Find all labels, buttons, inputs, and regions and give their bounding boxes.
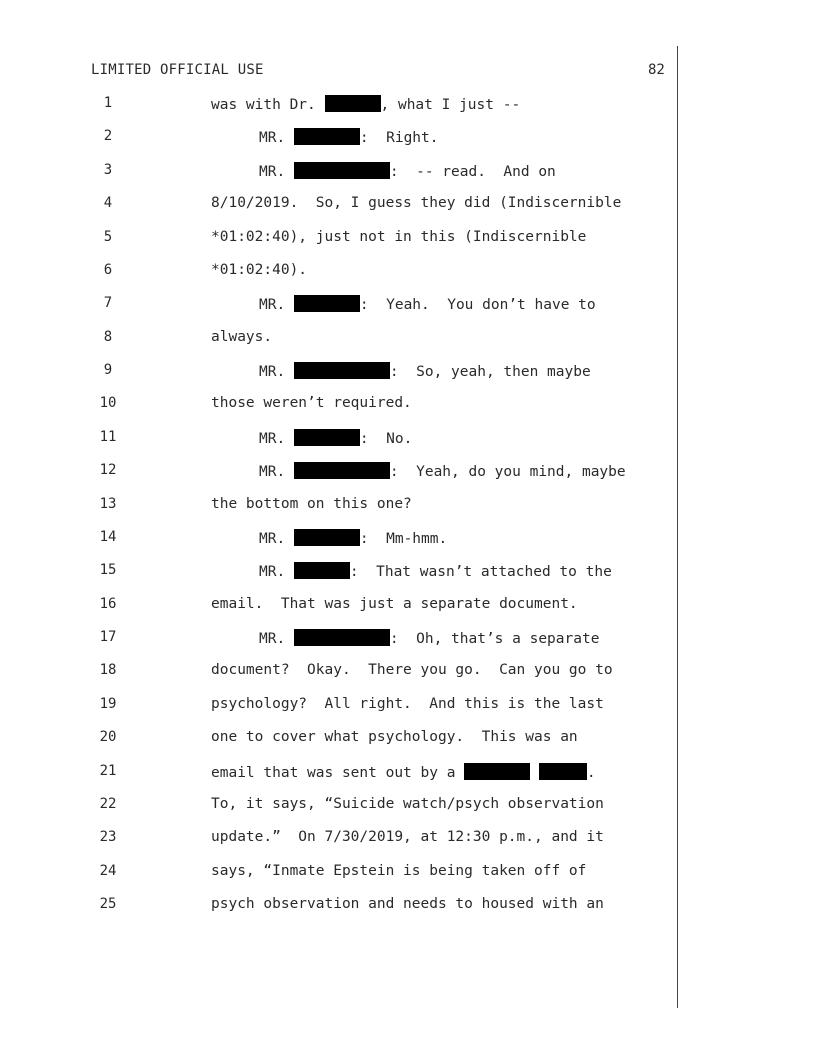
transcript-line	[0, 725, 816, 758]
text-run: : Right.	[359, 130, 439, 147]
line-number: 6	[103, 261, 113, 278]
line-number: 19	[99, 695, 117, 712]
text-run: one to cover what psychology. This was an	[211, 729, 578, 746]
line-number: 20	[99, 729, 117, 746]
transcript-line	[0, 191, 816, 224]
line-text	[259, 162, 556, 180]
text-run: email. That was just a separate document.	[211, 595, 578, 612]
text-run: : So, yeah, then maybe	[389, 364, 591, 380]
redaction-box	[294, 629, 390, 646]
line-number: 3	[103, 161, 113, 178]
line-text	[259, 529, 447, 547]
transcript-lines	[0, 91, 816, 925]
transcript-line	[0, 525, 816, 558]
line-number: 18	[99, 662, 117, 679]
transcript-line	[0, 91, 816, 124]
transcript-line	[0, 658, 816, 691]
text-run: MR.	[259, 631, 294, 647]
text-run: MR.	[259, 364, 294, 380]
line-text	[259, 629, 599, 647]
transcript-line	[0, 859, 816, 892]
transcript-line	[0, 425, 816, 458]
transcript-line	[0, 625, 816, 658]
line-text	[211, 496, 412, 512]
text-run: says, “Inmate Epstein is being taken off of	[211, 862, 587, 879]
text-run: always.	[211, 328, 273, 345]
text-run: .	[586, 764, 596, 781]
line-number: 21	[99, 762, 117, 779]
line-text	[211, 729, 578, 745]
text-run: , what I just --	[380, 97, 521, 113]
text-run: MR.	[259, 430, 294, 447]
line-number: 10	[99, 395, 117, 412]
text-run: was with Dr.	[211, 97, 325, 113]
line-text	[211, 696, 604, 712]
text-run: those weren’t required.	[211, 395, 412, 412]
redaction-box	[294, 529, 360, 546]
redaction-box	[294, 162, 390, 179]
text-run: MR.	[259, 130, 294, 147]
line-text	[211, 863, 586, 879]
line-number: 15	[99, 562, 117, 579]
redaction-box	[464, 763, 530, 780]
line-text	[259, 562, 612, 580]
transcript-line	[0, 325, 816, 358]
line-text	[211, 662, 613, 678]
line-number: 9	[103, 362, 113, 378]
text-run: MR.	[259, 297, 294, 314]
line-number: 12	[99, 462, 117, 479]
line-number: 24	[99, 862, 117, 879]
text-run: *01:02:40), just not in this (Indiscernible	[211, 228, 587, 245]
line-text	[211, 95, 520, 113]
redaction-box	[294, 562, 350, 579]
line-text	[211, 596, 578, 612]
transcript-line	[0, 759, 816, 792]
redaction-box	[294, 295, 360, 312]
text-run	[530, 765, 539, 781]
text-run: MR.	[259, 464, 294, 481]
text-run: To, it says, “Suicide watch/psych observation	[211, 795, 604, 812]
text-run: MR.	[259, 163, 294, 180]
line-text	[211, 262, 307, 278]
text-run: : -- read. And on	[389, 163, 556, 180]
classification-header: LIMITED OFFICIAL USE	[91, 62, 264, 78]
transcript-line	[0, 358, 816, 391]
transcript-line	[0, 825, 816, 858]
line-number: 2	[103, 128, 113, 145]
line-number: 11	[99, 428, 117, 445]
line-text	[211, 195, 621, 211]
redaction-box	[294, 128, 360, 145]
transcript-line	[0, 391, 816, 424]
text-run: MR.	[259, 530, 294, 547]
text-run: 8/10/2019. So, I guess they did (Indiscernible	[211, 195, 622, 212]
transcript-line	[0, 225, 816, 258]
text-run: : Yeah. You don’t have to	[359, 297, 596, 314]
text-run: : Mm-hmm.	[359, 530, 448, 547]
redaction-box	[294, 462, 390, 479]
page-number: 82	[648, 62, 665, 78]
line-text	[211, 329, 272, 345]
line-number: 22	[99, 795, 117, 812]
line-number: 25	[99, 896, 117, 912]
transcript-line	[0, 158, 816, 191]
transcript-line	[0, 892, 816, 925]
text-run: : No.	[359, 430, 413, 447]
line-text	[259, 429, 412, 447]
line-text	[211, 395, 412, 411]
text-run: : Oh, that’s a separate	[389, 631, 600, 647]
transcript-line	[0, 492, 816, 525]
redaction-box	[294, 362, 390, 379]
transcript-line	[0, 458, 816, 491]
line-text	[259, 128, 439, 146]
text-run: document? Okay. There you go. Can you go to	[211, 662, 613, 679]
transcript-line	[0, 291, 816, 324]
redaction-box	[325, 95, 381, 112]
text-run: : That wasn’t attached to the	[349, 564, 612, 581]
line-number: 13	[99, 495, 117, 512]
line-text	[259, 462, 626, 480]
line-text	[211, 896, 604, 912]
transcript-line	[0, 258, 816, 291]
text-run: MR.	[259, 564, 294, 581]
line-number: 7	[103, 295, 113, 312]
line-number: 16	[99, 595, 117, 612]
redaction-box	[294, 429, 360, 446]
transcript-line	[0, 558, 816, 591]
line-text	[211, 229, 586, 245]
line-number: 14	[99, 528, 117, 545]
text-run: psychology? All right. And this is the last	[211, 695, 604, 712]
line-text	[211, 796, 604, 812]
transcript-line	[0, 124, 816, 157]
line-number: 1	[103, 95, 113, 111]
line-text	[211, 829, 604, 845]
text-run: email that was sent out by a	[211, 764, 465, 781]
transcript-line	[0, 792, 816, 825]
text-run: : Yeah, do you mind, maybe	[389, 464, 626, 481]
text-run: update.” On 7/30/2019, at 12:30 p.m., and it	[211, 829, 604, 846]
text-run: *01:02:40).	[211, 261, 308, 278]
text-run: psych observation and needs to housed with an	[211, 896, 604, 912]
line-number: 5	[103, 228, 113, 245]
transcript-line	[0, 692, 816, 725]
line-number: 23	[99, 829, 117, 846]
line-text	[259, 362, 591, 380]
line-number: 4	[103, 195, 113, 212]
line-text	[211, 763, 596, 781]
text-run: the bottom on this one?	[211, 495, 412, 512]
line-number: 17	[99, 629, 117, 645]
line-number: 8	[103, 328, 113, 345]
transcript-line	[0, 592, 816, 625]
redaction-box	[539, 763, 587, 780]
line-text	[259, 295, 596, 313]
